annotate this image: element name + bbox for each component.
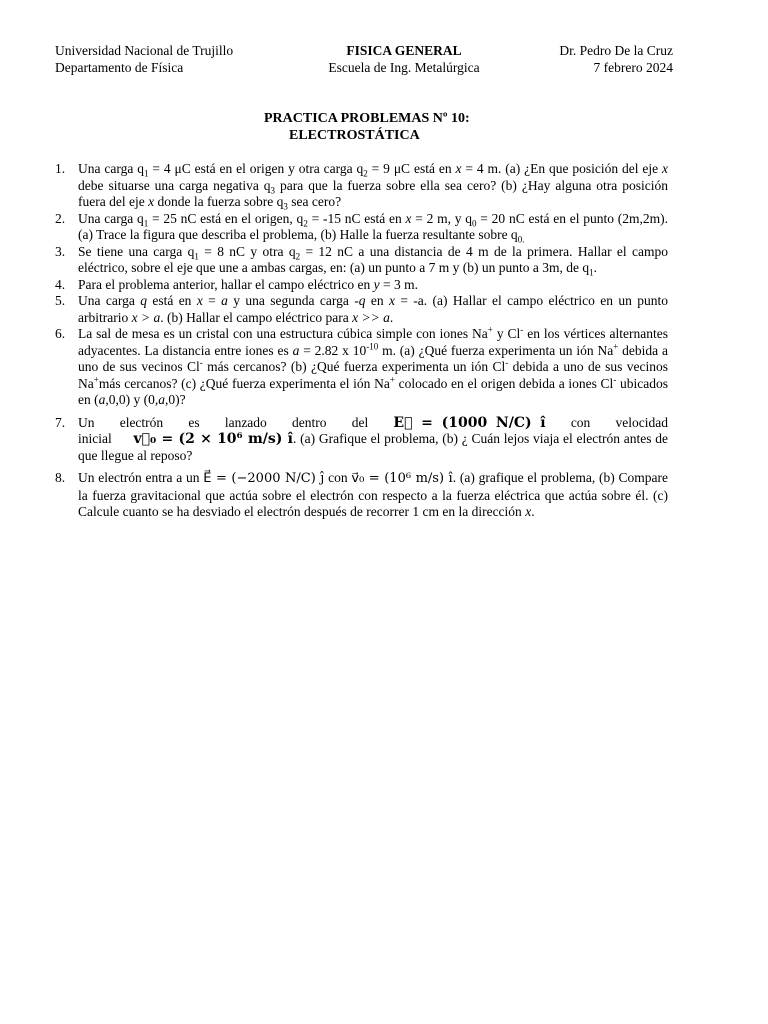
text-segment: en los vértices alternantes adyacentes. La distancia entre iones es — [78, 326, 668, 358]
university-name: Universidad Nacional de Trujillo — [55, 43, 234, 58]
subscript: 0 — [472, 218, 477, 229]
subscript: 1 — [143, 218, 149, 229]
variable: x — [525, 504, 532, 519]
text-segment: con — [324, 470, 352, 485]
text-segment: m. (a) ¿Qué fuerza experimenta un ión Na — [378, 342, 614, 358]
variable: x > a — [131, 309, 161, 325]
problem-text — [78, 470, 668, 521]
variable: q — [358, 293, 366, 308]
text-segment: Un electrón es lanzado dentro del — [78, 414, 394, 430]
text-segment: = 20 nC está en el punto (2m,2m). (a) Trace la figura que describa el problema, (b) Halle la fuerza resultante sobre q — [78, 210, 668, 242]
problem-number: 6. — [55, 326, 66, 341]
text-segment: Una carga q — [78, 161, 144, 176]
course-name: FISICA GENERAL — [346, 43, 462, 58]
text-segment: = 9 μC está en — [367, 161, 456, 176]
variable: x — [196, 293, 203, 308]
text-segment: ubicados en ( — [78, 375, 668, 407]
variable: x — [455, 161, 462, 176]
problem-text — [78, 326, 668, 409]
text-segment: Una carga — [78, 293, 141, 308]
problem-text — [78, 161, 668, 211]
problem-text — [78, 211, 668, 244]
text-segment: = 12 nC a una distancia de 4 m de la primera. Hallar el campo eléctrico, sobre el eje que une a ambas cargas, en: (a) un punto a 7 m y (b) un punto a 3m, de q — [78, 243, 668, 275]
problem-5 — [55, 293, 668, 326]
title-line-1: PRACTICA PROBLEMAS Nº 10: — [264, 111, 470, 126]
text-segment: . — [531, 504, 535, 519]
school-name: Escuela de Ing. Metalúrgica — [328, 60, 480, 75]
subscript: 2 — [363, 168, 368, 179]
problem-number: 4. — [55, 276, 66, 292]
text-segment: debe situarse una carga negativa q — [78, 177, 271, 193]
text-segment: y una segunda carga - — [227, 293, 359, 308]
subscript: 0. — [517, 234, 525, 245]
variable: y — [373, 276, 380, 292]
text-segment: = — [202, 293, 222, 308]
text-segment: . (a) Grafique el problema, (b) ¿ Cuán lejos viaja el electrón antes de que llegue al reposo? — [78, 431, 669, 463]
problem-text — [78, 277, 668, 294]
variable: x — [148, 194, 155, 209]
title-line-2: ELECTROSTÁTICA — [289, 128, 420, 143]
problem-4 — [55, 277, 668, 294]
superscript: + — [487, 324, 493, 335]
superscript: - — [505, 357, 509, 368]
problem-3 — [55, 244, 668, 277]
subscript: 2 — [295, 251, 301, 262]
text-segment: más cercanos? (b) ¿Qué fuerza experimenta un ión Cl — [202, 359, 506, 374]
text-segment: está en — [146, 293, 197, 308]
superscript: + — [613, 341, 619, 351]
text-segment: . (b) Hallar el campo eléctrico para — [160, 309, 353, 325]
variable: x >> a — [352, 309, 390, 325]
document-header — [55, 42, 673, 76]
text-segment: más cercanos? (c) ¿Qué fuerza experimenta el ión Na — [98, 375, 390, 391]
text-segment: Se tiene una carga q — [78, 243, 195, 259]
variable: x — [405, 210, 412, 226]
department-name: Departamento de Física — [55, 60, 184, 75]
variable: a — [98, 392, 106, 407]
problem-text — [78, 244, 668, 277]
text-segment: con velocidad inicial — [78, 414, 668, 446]
text-segment: en — [365, 293, 389, 308]
superscript: - — [520, 324, 524, 335]
text-segment: . — [389, 309, 394, 325]
text-segment: debida a uno de sus vecinos Cl — [78, 342, 668, 374]
superscript: - — [613, 374, 617, 384]
text-segment: Para el problema anterior, hallar el campo eléctrico en — [78, 276, 374, 292]
document-date: 7 febrero 2024 — [593, 60, 673, 75]
problem-number: 5. — [55, 293, 66, 308]
subscript: 3 — [283, 201, 288, 212]
text-segment: = -a. (a) Hallar el campo eléctrico en un punto arbitrario — [78, 293, 669, 325]
superscript: + — [93, 374, 99, 384]
problem-8 — [55, 470, 668, 521]
text-segment: sea cero? — [287, 194, 342, 209]
variable: a — [292, 342, 300, 358]
superscript: + — [389, 374, 395, 384]
electric-field-equation: E⃗ = (−2000 N/C) ĵ — [203, 471, 325, 486]
problem-number: 2. — [55, 210, 66, 226]
professor-name: Dr. Pedro De la Cruz — [559, 43, 673, 58]
text-segment: ,0,0) y (0, — [105, 392, 159, 407]
velocity-equation: v⃗₀ = (2 × 10⁶ m/s) î — [133, 431, 293, 447]
text-segment: = 4 m. (a) ¿En que posición del eje — [461, 161, 662, 176]
text-segment: = 25 nC está en el origen, q — [148, 210, 304, 226]
problem-number: 3. — [55, 243, 66, 259]
problem-2 — [55, 211, 668, 244]
variable: q — [140, 293, 147, 308]
variable: x — [388, 293, 395, 308]
problem-1 — [55, 161, 668, 211]
problem-list — [55, 161, 668, 521]
text-segment: . (a) grafique el problema, (b) Compare la fuerza gravitacional que actúa sobre el electrón con respecto a la fuerza eléctrica que actúa sobre él. (c) Calcule cuanto se ha desviado el electrón después de recorrer 1 cm en la dirección — [78, 470, 668, 519]
text-segment: Un electrón entra a un — [78, 470, 204, 485]
text-segment: = 2.82 x 10 — [299, 342, 367, 358]
variable: x — [662, 161, 668, 176]
text-segment: debida a uno de sus vecinos Na — [78, 359, 668, 391]
variable: a — [221, 293, 228, 308]
text-segment: ,0)? — [165, 392, 186, 407]
document-title — [264, 110, 470, 144]
problem-6 — [55, 326, 668, 409]
problem-number: 7. — [55, 414, 66, 430]
velocity-equation: v⃗₀ = (10⁶ m/s) î — [351, 471, 453, 486]
electric-field-equation: E⃗ = (1000 N/C) î — [393, 414, 546, 431]
problem-number: 8. — [55, 470, 66, 485]
subscript: 1 — [144, 168, 149, 179]
problem-text — [78, 415, 668, 465]
text-segment: = 2 m, y q — [411, 210, 473, 226]
text-segment: para que la fuerza sobre ella sea cero? (b) ¿Hay alguna otra posición fuera del eje — [78, 177, 669, 209]
text-segment: = 4 μC está en el origen y otra carga q — [148, 161, 364, 176]
problem-7 — [55, 415, 668, 465]
subscript: 2 — [303, 218, 308, 229]
text-segment: La sal de mesa es un cristal con una estructura cúbica simple con iones Na — [78, 326, 488, 341]
text-segment: = -15 nC está en — [307, 210, 406, 226]
variable: a — [158, 392, 165, 407]
text-segment: = 8 nC y otra q — [198, 243, 296, 259]
text-segment: colocado en el origen debida a iones Cl — [394, 375, 614, 391]
text-segment: = 3 m. — [379, 276, 418, 292]
problem-text — [78, 293, 668, 326]
problem-number: 1. — [55, 161, 66, 176]
text-segment: y Cl — [492, 326, 521, 341]
text-segment: Una carga q — [78, 210, 144, 226]
superscript: - — [199, 357, 203, 368]
subscript: 3 — [270, 185, 276, 196]
superscript: -10 — [366, 341, 379, 351]
text-segment: donde la fuerza sobre q — [154, 194, 284, 209]
subscript: 1 — [194, 251, 199, 262]
subscript: 1 — [589, 267, 594, 278]
text-segment: . — [593, 260, 597, 275]
